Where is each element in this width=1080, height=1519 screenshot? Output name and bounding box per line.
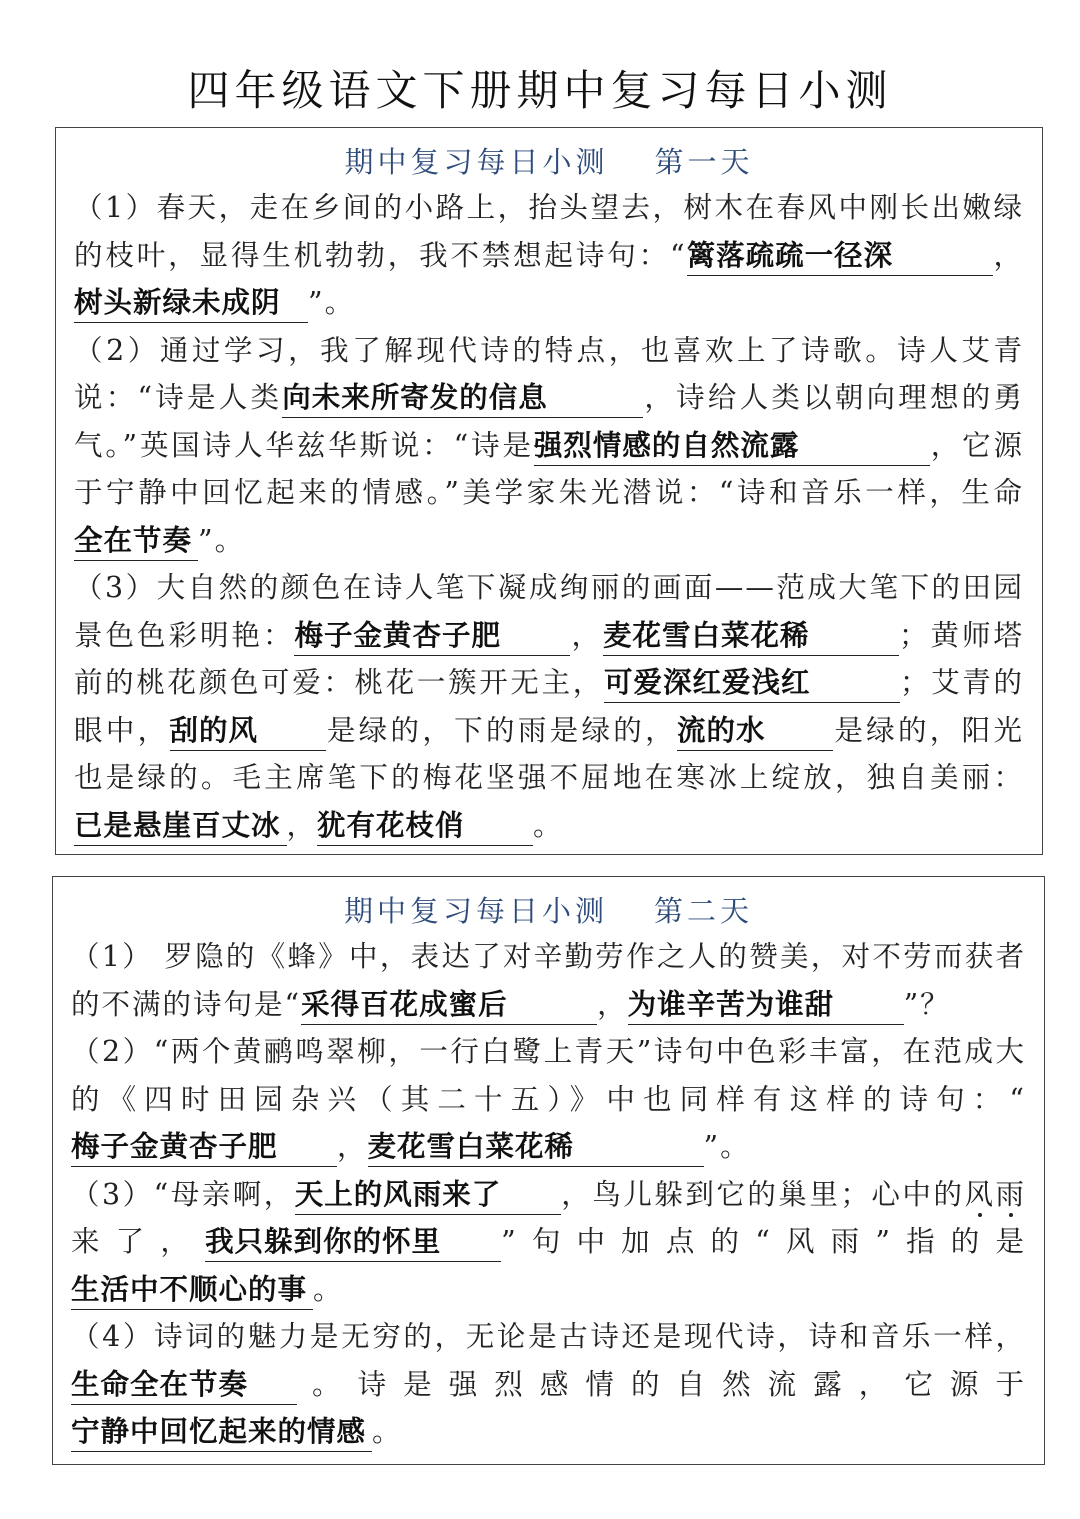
answer: 流的水 bbox=[677, 712, 833, 751]
day1-question-2 bbox=[74, 327, 1024, 565]
q-text: ， bbox=[597, 987, 628, 1021]
q-text: 来了， bbox=[71, 1225, 206, 1258]
q-text: ，诗给人类以朝向理想的勇气。”英国诗人华兹华斯说：“诗是 bbox=[74, 381, 1024, 462]
answer: 刮的风 bbox=[170, 712, 326, 751]
q-text: ”。 bbox=[308, 286, 356, 319]
q-text: 。 bbox=[372, 1415, 403, 1448]
day2-question-4 bbox=[71, 1313, 1026, 1456]
q-text: ，鸟儿躲到它的巢里；心中的 bbox=[560, 1177, 965, 1211]
answer: 我只躲到你的怀里 bbox=[205, 1223, 501, 1262]
page-title: 四年级语文下册期中复习每日小测 bbox=[187, 66, 893, 115]
day2-question-2 bbox=[71, 1028, 1026, 1171]
q-text: 是绿的，阳光也是绿的。毛主席笔下的梅花坚强不屈地在寒冰上绽放，独自美丽： bbox=[74, 713, 1024, 794]
answer: 麦花雪白菜花稀 bbox=[603, 617, 899, 656]
day2-question-1 bbox=[71, 933, 1026, 1028]
q-text: ”？ bbox=[903, 987, 951, 1021]
answer: 生活中不顺心的事 bbox=[71, 1271, 313, 1310]
answer: 犹有花枝俏 bbox=[317, 807, 533, 846]
answer: 全在节奏 bbox=[74, 522, 198, 561]
q-text: ， bbox=[337, 1130, 368, 1163]
q-text: （2）通过学习，我了解现代诗的特点，也喜欢上了诗歌。诗人艾青说：“诗是人类 bbox=[74, 333, 1024, 414]
answer: 生命全在节奏 bbox=[71, 1366, 297, 1405]
q-text: （4）诗词的魅力是无穷的，无论是古诗还是现代诗，诗和音乐一样， bbox=[71, 1320, 1026, 1353]
q-text: ；艾青的眼中， bbox=[74, 666, 1024, 747]
day1-heading bbox=[74, 140, 1024, 184]
day1-heading-left: 期中复习每日小测 bbox=[344, 145, 609, 179]
q-text: 是绿的，下的雨是绿的， bbox=[325, 713, 677, 747]
dotted-char: 雨 bbox=[995, 1177, 1026, 1211]
q-text: ”。 bbox=[703, 1130, 751, 1163]
q-text: 。 bbox=[313, 1272, 344, 1306]
answer: 为谁辛苦为谁甜 bbox=[628, 986, 904, 1025]
answer: 篱落疏疏一径深 bbox=[687, 237, 993, 276]
dotted-char: 风 bbox=[964, 1177, 996, 1211]
q-text: （3）“母亲啊， bbox=[71, 1177, 295, 1211]
answer: 梅子金黄杏子肥 bbox=[71, 1128, 337, 1167]
answer: 已是悬崖百丈冰 bbox=[74, 807, 287, 846]
day1-quiz-box bbox=[55, 127, 1043, 855]
answer: 宁静中回忆起来的情感 bbox=[71, 1413, 372, 1452]
q-text: ， bbox=[286, 808, 318, 842]
q-text: ， bbox=[570, 618, 603, 652]
q-text: ；黄师塔前的桃花颜色可爱：桃花一簇开无主， bbox=[74, 618, 1024, 699]
answer: 可爱深红爱浅红 bbox=[604, 664, 900, 703]
day2-heading-left: 期中复习每日小测 bbox=[343, 894, 608, 928]
q-text: （2）“两个黄鹂鸣翠柳，一行白鹭上青天”诗句中色彩丰富，在范成大的《四时田园杂兴（其二十五）》中也同样有这样的诗句：“ bbox=[71, 1035, 1026, 1116]
day1-heading-right: 第一天 bbox=[654, 145, 754, 179]
q-text: ”句中加点的“风雨”指的是 bbox=[501, 1225, 1026, 1258]
day2-heading-right: 第二天 bbox=[654, 894, 754, 928]
q-text: （1） 罗隐的《蜂》中，表达了对辛勤劳作之人的赞美，对不劳而获者的不满的诗句是“ bbox=[71, 940, 1026, 1021]
answer: 麦花雪白菜花稀 bbox=[368, 1128, 704, 1167]
day1-question-1 bbox=[74, 184, 1024, 327]
q-text: ， bbox=[992, 238, 1024, 272]
q-text: ”。 bbox=[198, 523, 246, 557]
q-text: ，它源于宁静中回忆起来的情感。”美学家朱光潜说：“诗和音乐一样，生命 bbox=[74, 428, 1024, 509]
answer: 向未来所寄发的信息 bbox=[282, 379, 643, 418]
q-text: （1）春天，走在乡间的小路上，抬头望去，树木在春风中刚长出嫩绿的枝叶，显得生机勃勃，我不禁想起诗句：“ bbox=[74, 191, 1024, 272]
answer: 树头新绿未成阴 bbox=[74, 284, 308, 323]
answer: 采得百花成蜜后 bbox=[301, 986, 597, 1025]
q-text: 。诗是强烈感情的自然流露，它源于 bbox=[297, 1367, 1026, 1401]
answer: 梅子金黄杏子肥 bbox=[294, 617, 570, 656]
day1-question-3 bbox=[74, 564, 1024, 849]
day2-question-3 bbox=[71, 1171, 1026, 1314]
q-text: 。 bbox=[533, 808, 564, 842]
answer: 强烈情感的自然流露 bbox=[534, 427, 930, 466]
day2-quiz-box bbox=[52, 876, 1045, 1465]
answer: 天上的风雨来了 bbox=[295, 1176, 561, 1215]
day2-heading bbox=[71, 889, 1026, 933]
q-text: （3）大自然的颜色在诗人笔下凝成绚丽的画面——范成大笔下的田园景色色彩明艳： bbox=[74, 571, 1024, 652]
